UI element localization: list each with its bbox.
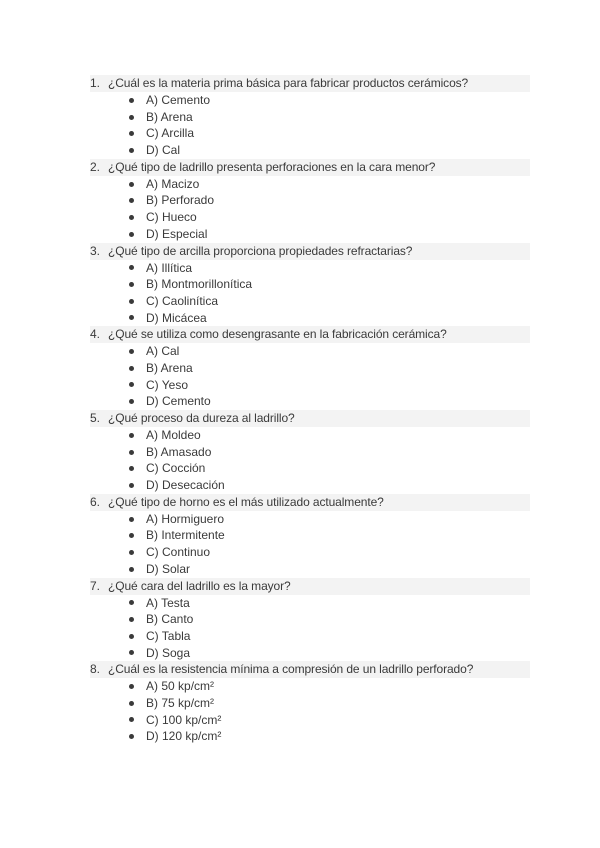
question-number: 1. (90, 76, 100, 90)
question-1 (90, 75, 530, 159)
option-a (90, 511, 530, 528)
option-label: C) Hueco (146, 210, 197, 225)
option-list (90, 427, 530, 494)
option-b (90, 444, 530, 461)
option-label: A) 50 kp/cm² (146, 679, 215, 694)
question-header (90, 243, 530, 260)
bullet-icon (129, 131, 134, 136)
option-label: A) Macizo (146, 176, 200, 191)
bullet-icon (129, 634, 134, 639)
bullet-icon (129, 98, 134, 103)
question-5 (90, 410, 530, 494)
option-b (90, 109, 530, 126)
question-6 (90, 494, 530, 578)
option-label: B) Intermitente (146, 528, 225, 543)
option-label: B) Montmorillonítica (146, 277, 253, 292)
option-label: A) Illítica (146, 260, 193, 275)
option-label: D) Micácea (146, 310, 207, 325)
question-number: 2. (90, 159, 100, 174)
bullet-icon (129, 182, 134, 187)
bullet-icon (129, 433, 134, 438)
option-label: C) Continuo (146, 545, 211, 560)
question-8 (90, 661, 530, 745)
question-number: 4. (90, 327, 100, 342)
option-b (90, 192, 530, 209)
bullet-icon (129, 617, 134, 622)
bullet-icon (129, 717, 134, 722)
bullet-icon (129, 198, 134, 203)
question-number: 8. (90, 662, 100, 677)
option-label: D) Cemento (146, 394, 211, 409)
option-d (90, 645, 530, 662)
option-label: C) Tabla (146, 628, 191, 643)
option-label: C) 100 kp/cm² (146, 712, 222, 727)
option-label: D) Especial (146, 226, 208, 241)
option-label: A) Hormiguero (146, 511, 225, 526)
option-label: D) Desecación (146, 478, 225, 493)
question-number: 7. (90, 578, 100, 593)
question-text: ¿Qué tipo de ladrillo presenta perforaciones en la cara menor? (108, 159, 436, 174)
bullet-icon (129, 349, 134, 354)
bullet-icon (129, 600, 134, 605)
question-header (90, 75, 530, 92)
option-a (90, 678, 530, 695)
question-3 (90, 243, 530, 327)
bullet-icon (129, 299, 134, 304)
option-a (90, 427, 530, 444)
option-label: D) Solar (146, 561, 191, 576)
question-header (90, 661, 530, 678)
bullet-icon (129, 567, 134, 572)
option-label: A) Cemento (146, 93, 211, 107)
option-c (90, 125, 530, 142)
bullet-icon (129, 450, 134, 455)
option-a (90, 595, 530, 612)
bullet-icon (129, 232, 134, 237)
option-label: B) 75 kp/cm² (146, 695, 215, 710)
option-a (90, 92, 530, 109)
option-d (90, 226, 530, 243)
option-list (90, 260, 530, 327)
option-c (90, 712, 530, 729)
bullet-icon (129, 366, 134, 371)
option-b (90, 276, 530, 293)
option-label: B) Perforado (146, 193, 215, 208)
option-a (90, 343, 530, 360)
bullet-icon (129, 550, 134, 555)
option-list (90, 92, 530, 159)
option-list (90, 176, 530, 243)
option-d (90, 561, 530, 578)
option-list (90, 595, 530, 662)
question-header (90, 494, 530, 511)
bullet-icon (129, 315, 134, 320)
option-c (90, 293, 530, 310)
question-text: ¿Cuál es la materia prima básica para fabricar productos cerámicos? (108, 76, 469, 90)
option-d (90, 728, 530, 745)
option-b (90, 695, 530, 712)
question-4 (90, 326, 530, 410)
option-label: C) Cocción (146, 461, 206, 476)
option-b (90, 527, 530, 544)
option-list (90, 511, 530, 578)
question-text: ¿Qué cara del ladrillo es la mayor? (108, 578, 291, 593)
bullet-icon (129, 483, 134, 488)
option-c (90, 460, 530, 477)
option-a (90, 176, 530, 193)
bullet-icon (129, 148, 134, 153)
option-list (90, 678, 530, 745)
question-number: 3. (90, 243, 100, 258)
option-c (90, 377, 530, 394)
option-label: A) Cal (146, 344, 180, 359)
bullet-icon (129, 282, 134, 287)
option-label: C) Arcilla (146, 126, 195, 141)
bullet-icon (129, 215, 134, 220)
option-label: D) Soga (146, 645, 191, 660)
question-header (90, 578, 530, 595)
option-label: B) Amasado (146, 444, 212, 459)
bullet-icon (129, 265, 134, 270)
option-d (90, 310, 530, 327)
question-number: 5. (90, 411, 100, 425)
bullet-icon (129, 399, 134, 404)
option-c (90, 628, 530, 645)
option-c (90, 209, 530, 226)
bullet-icon (129, 684, 134, 689)
option-a (90, 260, 530, 277)
bullet-icon (129, 517, 134, 522)
question-text: ¿Qué se utiliza como desengrasante en la fabricación cerámica? (108, 327, 447, 342)
bullet-icon (129, 115, 134, 120)
bullet-icon (129, 533, 134, 538)
question-header (90, 326, 530, 343)
bullet-icon (129, 701, 134, 706)
question-header (90, 410, 530, 427)
option-d (90, 142, 530, 159)
question-header (90, 159, 530, 176)
question-text: ¿Cuál es la resistencia mínima a compresión de un ladrillo perforado? (108, 662, 474, 677)
option-label: C) Yeso (146, 377, 189, 392)
question-2 (90, 159, 530, 243)
option-d (90, 393, 530, 410)
option-b (90, 611, 530, 628)
bullet-icon (129, 734, 134, 739)
question-text: ¿Qué tipo de horno es el más utilizado actualmente? (108, 494, 384, 509)
option-list (90, 343, 530, 410)
option-label: D) Cal (146, 143, 181, 158)
question-number: 6. (90, 494, 100, 509)
option-label: A) Testa (146, 595, 190, 610)
option-label: B) Arena (146, 360, 193, 375)
option-label: C) Caolinítica (146, 293, 219, 308)
bullet-icon (129, 382, 134, 387)
option-label: D) 120 kp/cm² (146, 729, 222, 744)
option-b (90, 360, 530, 377)
option-c (90, 544, 530, 561)
bullet-icon (129, 466, 134, 471)
bullet-icon (129, 650, 134, 655)
option-d (90, 477, 530, 494)
question-7 (90, 578, 530, 662)
question-text: ¿Qué proceso da dureza al ladrillo? (108, 411, 295, 425)
option-label: B) Canto (146, 612, 194, 627)
question-text: ¿Qué tipo de arcilla proporciona propiedades refractarias? (108, 243, 413, 258)
quiz-document (90, 75, 530, 745)
option-label: B) Arena (146, 109, 193, 124)
option-label: A) Moldeo (146, 428, 201, 442)
